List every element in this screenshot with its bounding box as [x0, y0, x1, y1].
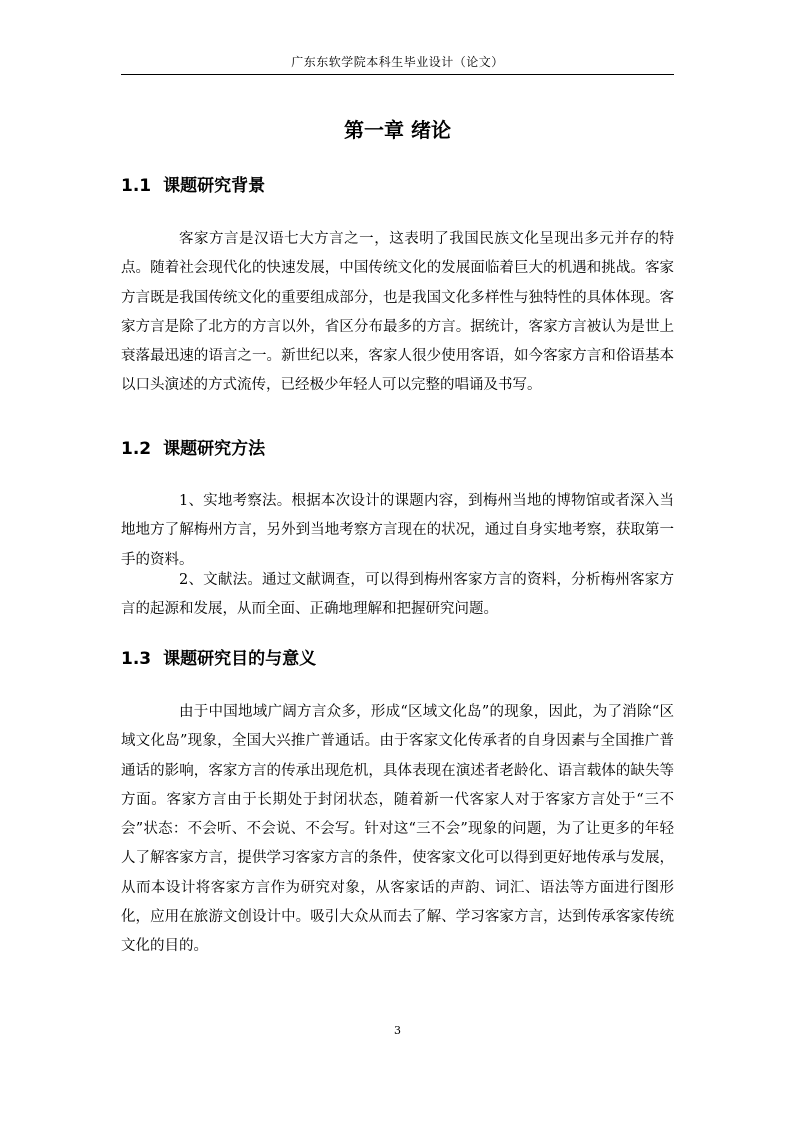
section-number: 1.2 [121, 439, 152, 459]
header-divider [121, 74, 674, 75]
section-number: 1.1 [121, 176, 152, 196]
page-number: 3 [394, 1024, 401, 1037]
section-number: 1.3 [121, 649, 152, 669]
paragraph-method-field-study: 1、实地考察法。根据本次设计的课题内容，到梅州当地的博物馆或者深入当地地方了解梅州方言，另外到当地考察方言现在的状况，通过自身实地考察，获取第一手的资料。 [121, 493, 674, 568]
paragraph-method-literature: 2、文献法。通过文献调查，可以得到梅州客家方言的资料，分析梅州客家方言的起源和发展，从而全面、正确地理解和把握研究问题。 [121, 572, 674, 618]
paragraph-purpose-significance: 由于中国地域广阔方言众多，形成“区域文化岛”的现象，因此，为了消除“区域文化岛”现象，全国大兴推广普通话。由于客家文化传承者的自身因素与全国推广普通话的影响，客家方言的传承出现危机，具体表现在演述者老龄化、语言载体的缺失等方面。客家方言由于长期处于封闭状态，随着新一代客家人对于客家方言处于“三不会”状态：不会听、不会说、不会写。针对这“三不会”现象的问题，为了让更多的年轻人了解客家方言，提供学习客家方言的条件，使客家文化可以得到更好地传承与发展，从而本设计将客家方言作为研究对象，从客家话的声韵、词汇、语法等方面进行图形化，应用在旅游文创设计中。吸引大众从而去了解、学习客家方言，达到传承客家传统文化的目的。 [121, 704, 674, 955]
section-heading-1-1 [121, 174, 674, 198]
section-title: 课题研究背景 [163, 176, 266, 196]
chapter-title: 第一章 绪论 [344, 118, 451, 142]
page-header: 广东东软学院本科生毕业设计（论文） [291, 55, 504, 69]
section-title: 课题研究目的与意义 [163, 649, 317, 669]
section-title: 课题研究方法 [163, 439, 266, 459]
paragraph-background: 客家方言是汉语七大方言之一，这表明了我国民族文化呈现出多元并存的特点。随着社会现代化的快速发展，中国传统文化的发展面临着巨大的机遇和挑战。客家方言既是我国传统文化的重要组成部分，也是我国文化多样性与独特性的具体体现。客家方言是除了北方的方言以外，省区分布最多的方言。据统计，客家方言被认为是世上衰落最迅速的语言之一。新世纪以来，客家人很少使用客语，如今客家方言和俗语基本以口头演述的方式流传，已经极少年轻人可以完整的唱诵及书写。 [121, 231, 674, 394]
section-heading-1-3 [121, 647, 674, 671]
section-heading-1-2 [121, 437, 674, 461]
